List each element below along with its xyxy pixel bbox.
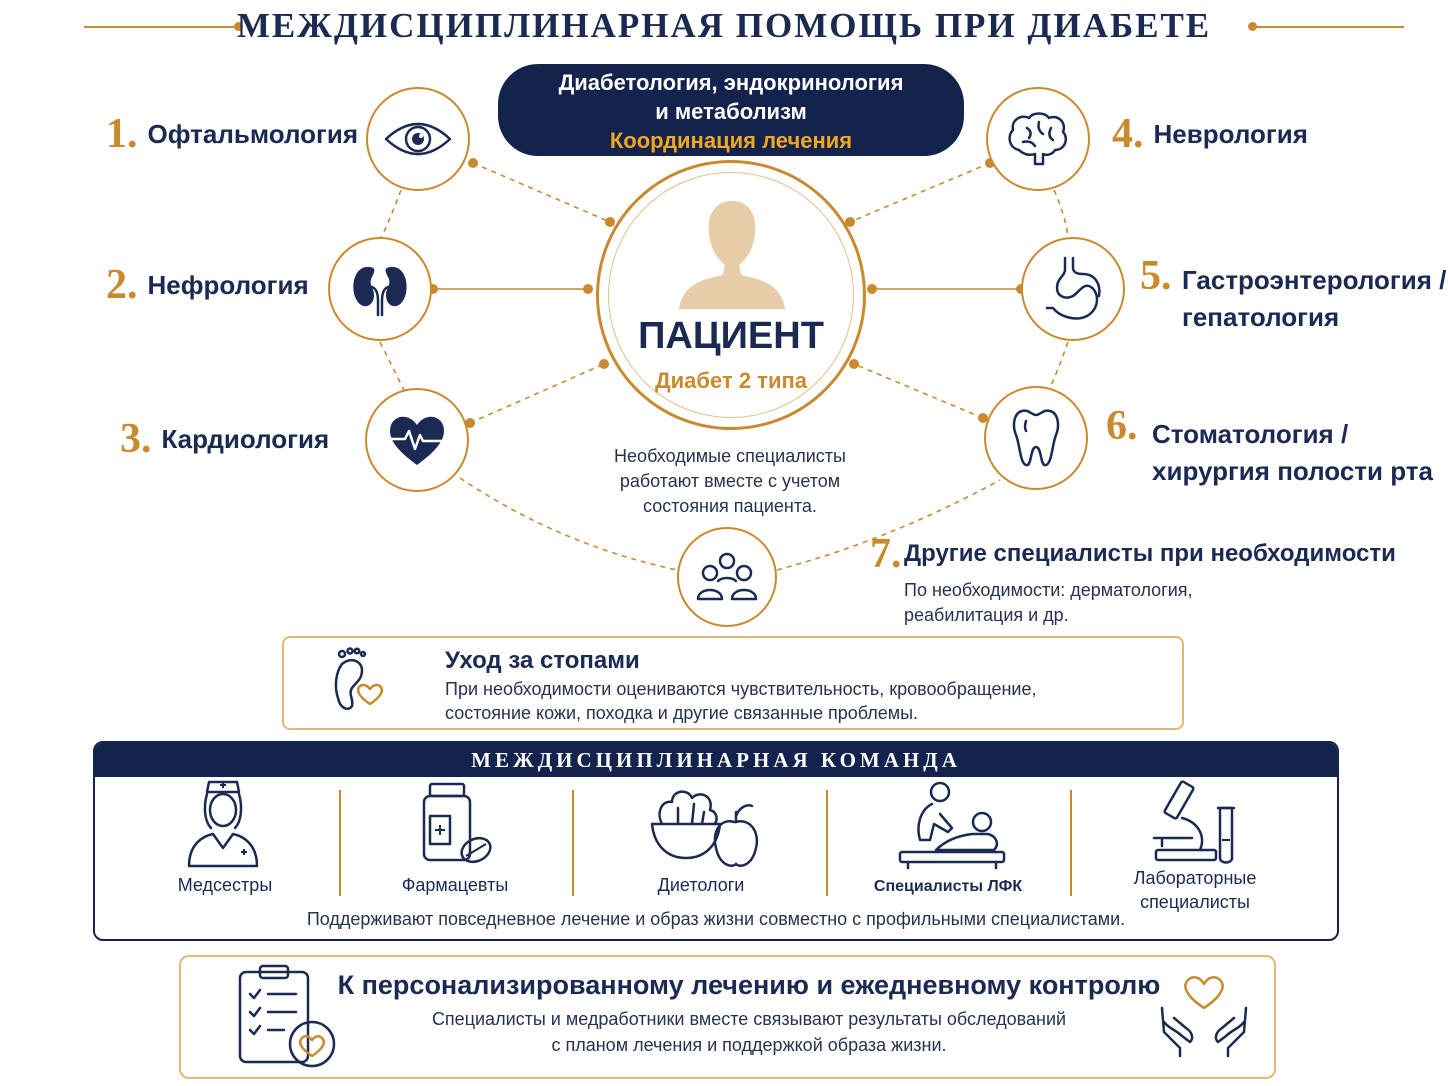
heart-pulse-icon [387,413,447,467]
team-desc: Поддерживают повседневное лечение и образ жизни совместно с профильными специалистами. [306,909,1126,929]
foot-care-desc [445,677,1036,725]
specialty-6-label: Стоматология / [1152,419,1349,449]
specialty-5-number: 5. [1140,253,1172,299]
specialty-2-label: Нефрология [147,270,309,300]
stomach-icon [1043,256,1103,322]
team-member-dietitians: Диетологи [657,875,745,895]
team-divider-1 [339,790,341,896]
foot-heart-icon [328,644,388,716]
foot-care-desc-line1: При необходимости оцениваются чувствительность, кровообращение, [445,679,1037,699]
team-header: МЕЖДИСЦИПЛИНАРНАЯ КОМАНДА [95,743,1337,777]
team-divider-3 [826,790,828,896]
specialty-6-number: 6. [1106,403,1138,449]
brain-icon [1005,110,1071,168]
hands-heart-icon [1158,968,1250,1058]
cardiology-circle [365,388,469,492]
specialty-7-desc-line2: реабилитация и др. [904,605,1069,625]
kidneys-icon [348,261,412,317]
specialty-4-number: 4. [1112,111,1144,157]
specialty-4 [1112,110,1308,158]
specialty-1-number: 1. [106,111,138,157]
nephrology-circle [328,237,432,341]
foot-care-desc-line2: состояние кожи, походка и другие связанные проблемы. [445,703,919,723]
microscope-icon [1148,778,1242,866]
salad-apple-icon [648,782,760,870]
team-member-lab [1100,866,1290,914]
patient-note: Необходимые специалисты работают вместе с учетом состояния пациента. [614,446,846,516]
specialty-7-desc-line1: По необходимости: дерматология, [904,580,1193,600]
specialty-2 [106,261,309,309]
people-group-icon [694,551,760,603]
bottom-desc-line1: Специалисты и медработники вместе связывают результаты обследований [431,1009,1067,1029]
bottom-desc [279,1006,1219,1058]
coordination-line1: Диабетология, эндокринология [558,70,904,95]
team-divider-2 [572,790,574,896]
patient-subtitle: Диабет 2 типа [654,368,808,393]
specialty-3 [120,415,329,463]
specialty-1 [106,110,358,158]
specialty-3-label: Кардиология [161,424,330,454]
dentistry-circle [984,386,1088,490]
tooth-icon [1012,407,1060,469]
specialty-5 [1140,252,1447,332]
specialty-7-number: 7. [870,531,902,577]
team-member-lab-line2: специалисты [1140,892,1250,912]
coordination-line3: Координация лечения [609,128,853,153]
specialty-3-number: 3. [120,416,152,462]
team-member-physiotherapists: Специалисты ЛФК [873,878,1023,895]
specialty-4-label: Неврология [1153,119,1308,149]
eye-icon [383,114,453,164]
specialty-7-label: Другие специалисты при необходимости [904,540,1396,567]
patient-title: ПАЦИЕНТ [638,315,824,357]
team-divider-4 [1070,790,1072,896]
gastroenterology-circle [1021,237,1125,341]
patient-circle [596,160,866,430]
team-member-lab-line1: Лабораторные [1133,868,1257,888]
coordination-line2: и метаболизм [655,99,807,124]
nurse-icon [185,778,261,868]
patient-silhouette-icon [675,197,789,309]
ophthalmology-circle [366,87,470,191]
neurology-circle [986,87,1090,191]
specialty-2-number: 2. [106,262,138,308]
coordination-banner [498,64,964,156]
bottom-desc-line2: с планом лечения и поддержкой образа жизни. [551,1035,947,1055]
bottom-title: К персонализированному лечению и ежедневному контролю [337,970,1161,1000]
pill-bottle-icon [418,782,494,870]
page-title: МЕЖДИСЦИПЛИНАРНАЯ ПОМОЩЬ ПРИ ДИАБЕТЕ [236,6,1212,45]
specialty-6 [1106,402,1433,486]
specialty-7-desc [904,578,1193,628]
team-member-pharmacists: Фармацевты [401,875,509,895]
specialty-6-label2: хирургия полости рта [1152,456,1433,486]
foot-care-title: Уход за стопами [445,647,640,674]
team-member-nurses: Медсестры [177,875,273,895]
specialty-5-label: Гастроэнтерология / [1182,265,1447,295]
physiotherapy-icon [896,780,1008,870]
other-specialists-circle [677,527,777,627]
specialty-5-label2: гепатология [1182,302,1340,332]
specialty-1-label: Офтальмология [147,119,358,149]
